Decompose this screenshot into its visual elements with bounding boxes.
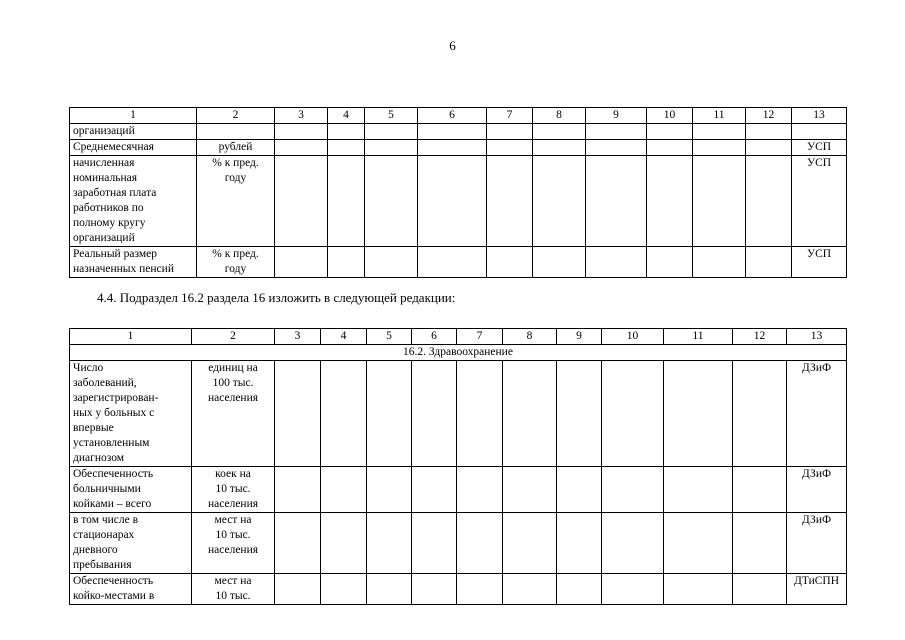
indicator-cell: Среднемесячная xyxy=(70,140,197,156)
column-header: 9 xyxy=(557,329,602,345)
column-header: 2 xyxy=(192,329,275,345)
table-row xyxy=(70,361,847,467)
page-number: 6 xyxy=(449,38,456,53)
unit-cell: % к пред. году xyxy=(197,247,275,278)
column-header: 5 xyxy=(367,329,412,345)
source-cell: ДЗиФ xyxy=(787,361,847,467)
unit-cell: мест на 10 тыс. xyxy=(192,574,275,605)
table-row xyxy=(70,247,847,278)
table-row xyxy=(70,124,847,140)
section-title-row xyxy=(70,345,847,361)
table-row xyxy=(70,156,847,247)
column-header: 9 xyxy=(586,108,647,124)
unit-cell xyxy=(197,124,275,140)
source-cell: ДЗиФ xyxy=(787,467,847,513)
source-cell xyxy=(792,124,847,140)
table-header-row xyxy=(70,329,847,345)
unit-cell: единиц на 100 тыс. населения xyxy=(192,361,275,467)
table-row xyxy=(70,574,847,605)
column-header: 7 xyxy=(457,329,503,345)
table-row xyxy=(70,467,847,513)
column-header: 12 xyxy=(746,108,792,124)
source-cell: ДТиСПН xyxy=(787,574,847,605)
column-header: 8 xyxy=(533,108,586,124)
section-title: 16.2. Здравоохранение xyxy=(70,345,847,361)
indicator-cell: начисленная номинальная заработная плата работников по полному кругу организаций xyxy=(70,156,197,247)
source-cell: УСП xyxy=(792,156,847,247)
unit-cell: % к пред. году xyxy=(197,156,275,247)
source-cell: УСП xyxy=(792,140,847,156)
table-row xyxy=(70,140,847,156)
unit-cell: коек на 10 тыс. населения xyxy=(192,467,275,513)
source-cell: УСП xyxy=(792,247,847,278)
unit-cell: мест на 10 тыс. населения xyxy=(192,513,275,574)
indicator-cell: Обеспеченность койко-местами в xyxy=(70,574,192,605)
column-header: 1 xyxy=(70,108,197,124)
section-heading: 4.4. Подраздел 16.2 раздела 16 изложить в следующей редакции: xyxy=(97,290,456,305)
table-row xyxy=(70,513,847,574)
column-header: 2 xyxy=(197,108,275,124)
column-header: 6 xyxy=(418,108,487,124)
indicator-cell: Обеспеченность больничными койками – всего xyxy=(70,467,192,513)
column-header: 10 xyxy=(647,108,693,124)
indicator-cell: Реальный размер назначенных пенсий xyxy=(70,247,197,278)
unit-cell: рублей xyxy=(197,140,275,156)
column-header: 13 xyxy=(792,108,847,124)
column-header: 11 xyxy=(693,108,746,124)
column-header: 7 xyxy=(487,108,533,124)
column-header: 8 xyxy=(503,329,557,345)
table-header-row xyxy=(70,108,847,124)
indicator-table-2 xyxy=(69,328,847,605)
column-header: 3 xyxy=(275,329,321,345)
column-header: 10 xyxy=(602,329,664,345)
column-header: 5 xyxy=(365,108,418,124)
column-header: 4 xyxy=(321,329,367,345)
source-cell: ДЗиФ xyxy=(787,513,847,574)
column-header: 1 xyxy=(70,329,192,345)
indicator-cell: Число заболеваний, зарегистрирован- ных у больных с впервые установленным диагнозом xyxy=(70,361,192,467)
column-header: 11 xyxy=(664,329,733,345)
indicator-cell: организаций xyxy=(70,124,197,140)
column-header: 3 xyxy=(275,108,328,124)
column-header: 12 xyxy=(733,329,787,345)
indicator-cell: в том числе в стационарах дневного пребывания xyxy=(70,513,192,574)
column-header: 13 xyxy=(787,329,847,345)
column-header: 4 xyxy=(328,108,365,124)
column-header: 6 xyxy=(412,329,457,345)
indicator-table-1 xyxy=(69,107,847,278)
